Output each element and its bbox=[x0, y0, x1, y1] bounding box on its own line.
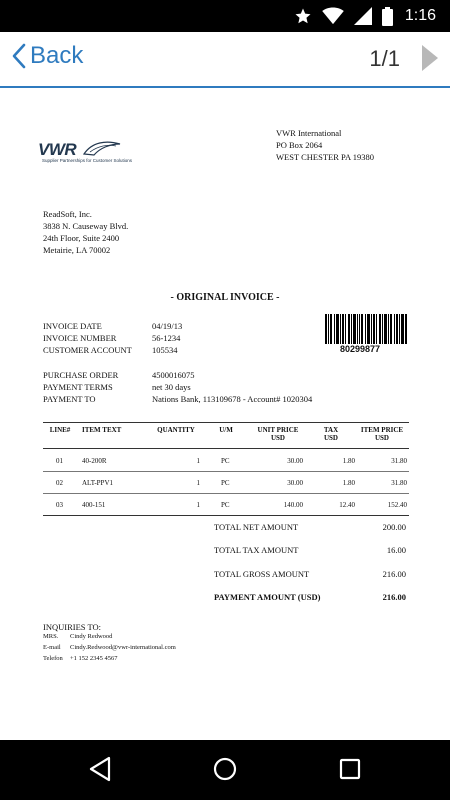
cell-tax: 12.40 bbox=[339, 501, 355, 509]
logo-swoosh-icon bbox=[82, 140, 122, 158]
cell-item: 40-200R bbox=[82, 457, 107, 465]
field-value: net 30 days bbox=[152, 382, 191, 392]
cell-item: ALT-PPV1 bbox=[82, 479, 113, 487]
col-header-item-price-1: ITEM PRICE bbox=[360, 426, 404, 434]
barcode-image bbox=[325, 314, 407, 344]
table-top-rule bbox=[43, 422, 409, 423]
cell-um: PC bbox=[221, 501, 230, 509]
total-value: 16.00 bbox=[386, 545, 406, 555]
col-header-unit-price bbox=[250, 426, 306, 442]
top-bar bbox=[0, 32, 450, 88]
page-indicator: 1/1 bbox=[369, 46, 400, 71]
field-value: Nations Bank, 113109678 - Account# 1020304 bbox=[152, 394, 313, 404]
row-divider bbox=[43, 493, 409, 494]
col-header-tax bbox=[316, 426, 346, 442]
inquiry-value: +1 152 2345 4567 bbox=[70, 655, 118, 662]
nav-home-button[interactable] bbox=[213, 756, 237, 787]
total-label: TOTAL TAX AMOUNT bbox=[214, 545, 299, 555]
buyer-address-3: 24th Floor, Suite 2400 bbox=[43, 233, 120, 243]
table-header-rule bbox=[43, 448, 409, 449]
next-page-button[interactable] bbox=[422, 45, 438, 76]
cell-qty: 1 bbox=[196, 457, 200, 465]
col-header-item-price bbox=[356, 426, 408, 442]
field-value: 56-1234 bbox=[152, 333, 181, 343]
vendor-tagline: Supplier Partnerships for Customer Solutions bbox=[42, 158, 133, 163]
cell-item-price: 31.80 bbox=[391, 479, 407, 487]
wifi-icon bbox=[322, 7, 344, 25]
cell-item: 400-151 bbox=[82, 501, 106, 509]
inquiry-label: E-mail bbox=[43, 644, 61, 651]
field-label: INVOICE DATE bbox=[43, 321, 102, 331]
next-arrow-icon bbox=[422, 45, 438, 71]
back-chevron-icon bbox=[12, 43, 26, 69]
col-header-line: LINE# bbox=[49, 426, 71, 434]
cell-line: 02 bbox=[56, 479, 63, 487]
inquiry-label: Telefon bbox=[43, 655, 63, 662]
signal-icon bbox=[354, 7, 372, 25]
back-button[interactable] bbox=[12, 42, 83, 70]
field-label: CUSTOMER ACCOUNT bbox=[43, 345, 132, 355]
field-label: PURCHASE ORDER bbox=[43, 370, 119, 380]
field-value: 105534 bbox=[152, 345, 178, 355]
total-value: 200.00 bbox=[382, 522, 406, 532]
cell-um: PC bbox=[221, 479, 230, 487]
cell-qty: 1 bbox=[196, 479, 200, 487]
cell-unit-price: 30.00 bbox=[287, 457, 303, 465]
inquiry-label: MRS. bbox=[43, 633, 59, 640]
vendor-logo-text: VWR bbox=[38, 140, 77, 159]
nav-recents-button[interactable] bbox=[339, 756, 361, 787]
status-time: 1:16 bbox=[404, 7, 436, 24]
cell-item-price: 152.40 bbox=[387, 501, 407, 509]
total-value: 216.00 bbox=[382, 569, 406, 579]
cell-unit-price: 140.00 bbox=[283, 501, 303, 509]
battery-icon bbox=[382, 7, 393, 26]
invoice-title: - ORIGINAL INVOICE - bbox=[170, 292, 280, 303]
cell-item-price: 31.80 bbox=[391, 457, 407, 465]
vendor-address-3: WEST CHESTER PA 19380 bbox=[276, 152, 375, 162]
buyer-address-1: ReadSoft, Inc. bbox=[43, 209, 92, 219]
navigation-bar bbox=[0, 740, 450, 800]
inquiries-heading: INQUIRIES TO: bbox=[43, 622, 102, 632]
back-label: Back bbox=[30, 42, 84, 69]
table-bottom-rule bbox=[43, 515, 409, 516]
cell-um: PC bbox=[221, 457, 230, 465]
col-header-unit-price-2: USD bbox=[270, 434, 285, 442]
field-value: 04/19/13 bbox=[152, 321, 183, 331]
total-label: TOTAL NET AMOUNT bbox=[214, 522, 299, 532]
nav-back-icon bbox=[88, 756, 112, 782]
col-header-um: U/M bbox=[219, 426, 233, 434]
col-header-unit-price-1: UNIT PRICE bbox=[257, 426, 299, 434]
inquiry-value: Cindy Redwood bbox=[70, 633, 113, 640]
col-header-quantity: QUANTITY bbox=[157, 426, 195, 434]
cell-line: 01 bbox=[56, 457, 63, 465]
col-header-item-price-2: USD bbox=[374, 434, 389, 442]
invoice-document bbox=[0, 88, 450, 740]
cell-unit-price: 30.00 bbox=[287, 479, 303, 487]
vendor-logo bbox=[38, 140, 133, 163]
vendor-address-2: PO Box 2064 bbox=[276, 140, 323, 150]
buyer-address-2: 3838 N. Causeway Blvd. bbox=[43, 221, 129, 231]
star-icon bbox=[294, 7, 312, 25]
nav-recents-icon bbox=[339, 756, 361, 782]
inquiry-value: Cindy.Redwood@vwr-international.com bbox=[70, 644, 176, 651]
nav-back-button[interactable] bbox=[88, 756, 112, 787]
field-value: 4500016075 bbox=[152, 370, 195, 380]
total-label: TOTAL GROSS AMOUNT bbox=[214, 569, 310, 579]
col-header-item-text: ITEM TEXT bbox=[82, 426, 122, 434]
cell-line: 03 bbox=[56, 501, 63, 509]
cell-qty: 1 bbox=[196, 501, 200, 509]
field-label: INVOICE NUMBER bbox=[43, 333, 117, 343]
payment-amount-value: 216.00 bbox=[382, 592, 406, 602]
row-divider bbox=[43, 471, 409, 472]
status-icons bbox=[294, 0, 450, 32]
col-header-tax-2: USD bbox=[323, 434, 338, 442]
nav-home-icon bbox=[213, 756, 237, 782]
field-label: PAYMENT TERMS bbox=[43, 382, 113, 392]
vendor-address-1: VWR International bbox=[276, 128, 342, 138]
status-bar bbox=[0, 0, 450, 32]
field-label: PAYMENT TO bbox=[43, 394, 96, 404]
barcode-number: 80299877 bbox=[340, 344, 381, 354]
cell-tax: 1.80 bbox=[342, 479, 355, 487]
cell-tax: 1.80 bbox=[342, 457, 355, 465]
col-header-tax-1: TAX bbox=[323, 426, 339, 434]
payment-amount-label: PAYMENT AMOUNT (USD) bbox=[214, 592, 321, 602]
buyer-address-4: Metairie, LA 70002 bbox=[43, 245, 111, 255]
